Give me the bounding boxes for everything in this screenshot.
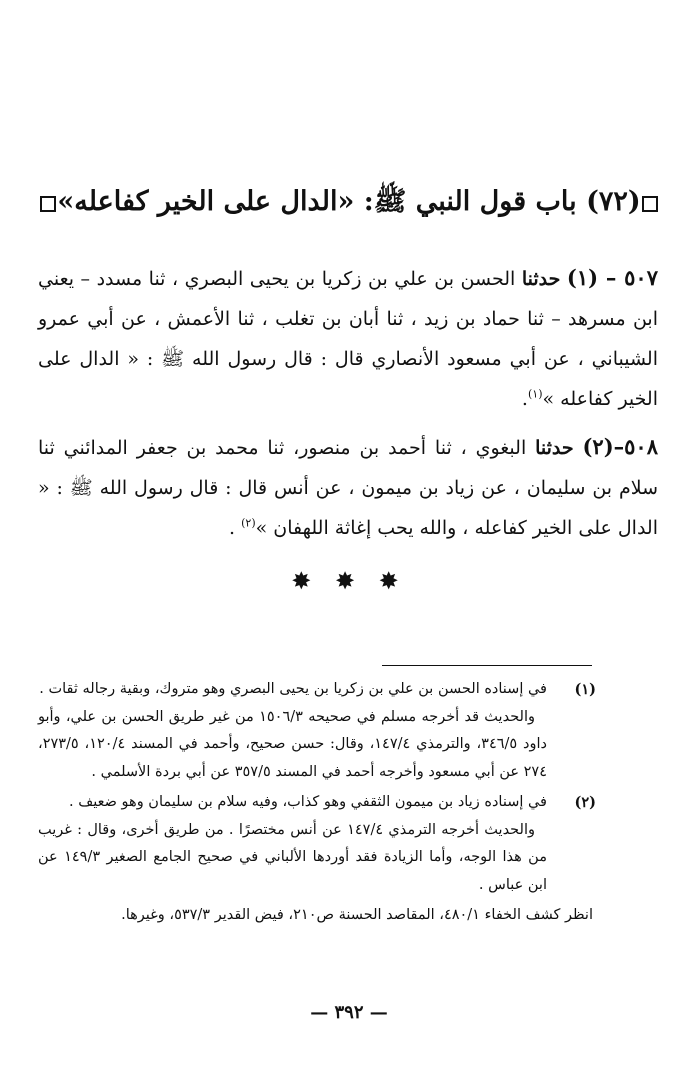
hadith-508 <box>38 427 658 548</box>
chapter-heading <box>40 180 658 228</box>
page-number: — ٣٩٢ — <box>310 1002 388 1023</box>
square-ornament-icon <box>642 196 658 212</box>
footnote-line: في إسناده الحسن بن علي بن زكريا بن يحيى البصري وهو متروك، وبقية رجاله ثقات . <box>39 681 547 697</box>
footnote-line: في إسناده زياد بن ميمون الثقفي وهو كذاب، وفيه سلام بن سليمان وهو ضعيف . <box>69 794 547 810</box>
hadith-lead-word: حدثنا <box>521 268 561 290</box>
footnote-mark: (١) <box>574 681 596 698</box>
footnote-line: والحديث قد أخرجه مسلم في صحيحه ١٥٠٦/٣ من غير طريق الحسن بن علي، وأبو داود ٣٤٦/٥، والترمذي ١٤٧/٤، وقال: حسن صحيح، وأحمد في المسند ١٢٠/٤، ٢٧٣/٥، ٢٧٤ عن أبي مسعود وأخرجه أحمد في المسند ٣٥٧/٥ عن أبي بردة الأسلمي . <box>38 708 547 780</box>
hadith-lead-word: حدثنا <box>535 437 574 459</box>
hadith-end: . <box>229 517 236 539</box>
section-separator-stars: ✸ ✸ ✸ <box>291 567 407 595</box>
square-ornament-icon <box>40 196 56 212</box>
hadith-end: . <box>521 388 528 410</box>
footnote-mark: (٢) <box>574 794 596 811</box>
footnote-ref: (١) <box>527 387 543 401</box>
hadith-text: الحسن بن علي بن زكريا بن يحيى البصري ، ثنا مسدد – يعني ابن مسرهد – ثنا حماد بن زيد ، ثنا أبان بن تغلب ، ثنا الأعمش ، عن أبي عمرو الشيباني ، عن أبي مسعود الأنصاري قال : قال رسول الله ﷺ : « الدال على الخير كفاعله » <box>38 268 658 410</box>
hadith-text: البغوي ، ثنا أحمد بن منصور، ثنا محمد بن جعفر المدائني ثنا سلام بن سليمان ، عن زياد بن ميمون ، عن أنس قال : قال رسول الله ﷺ : « الدال على الخير كفاعله ، والله يحب إغاثة اللهفان » <box>38 437 658 539</box>
hadith-507 <box>38 258 658 419</box>
footnotes <box>38 676 596 930</box>
footnote-extra-line: انظر كشف الخفاء ٤٨٠/١، المقاصد الحسنة ص٢١٠، فيض القدير ٥٣٧/٣، وغيرها. <box>121 907 593 923</box>
footnote-line: والحديث أخرجه الترمذي ١٤٧/٤ عن أنس مختصرًا . من طريق أخرى، وقال : غريب من هذا الوجه، وأما الزيادة فقد أوردها الألباني في صحيح الجامع الصغير ١٤٩/٣ عن ابن عباس . <box>38 821 547 893</box>
footnote-1 <box>38 676 596 786</box>
footnote-2 <box>38 789 596 899</box>
hadith-number: ٥٠٧ – (١) <box>566 265 658 290</box>
footnote-ref: (٢) <box>241 516 256 530</box>
footnote-rule <box>382 665 592 666</box>
hadith-number: ٥٠٨–(٢) <box>582 434 658 459</box>
chapter-title: (٧٢) باب قول النبي ﷺ: «الدال على الخير كفاعله» <box>57 186 641 217</box>
